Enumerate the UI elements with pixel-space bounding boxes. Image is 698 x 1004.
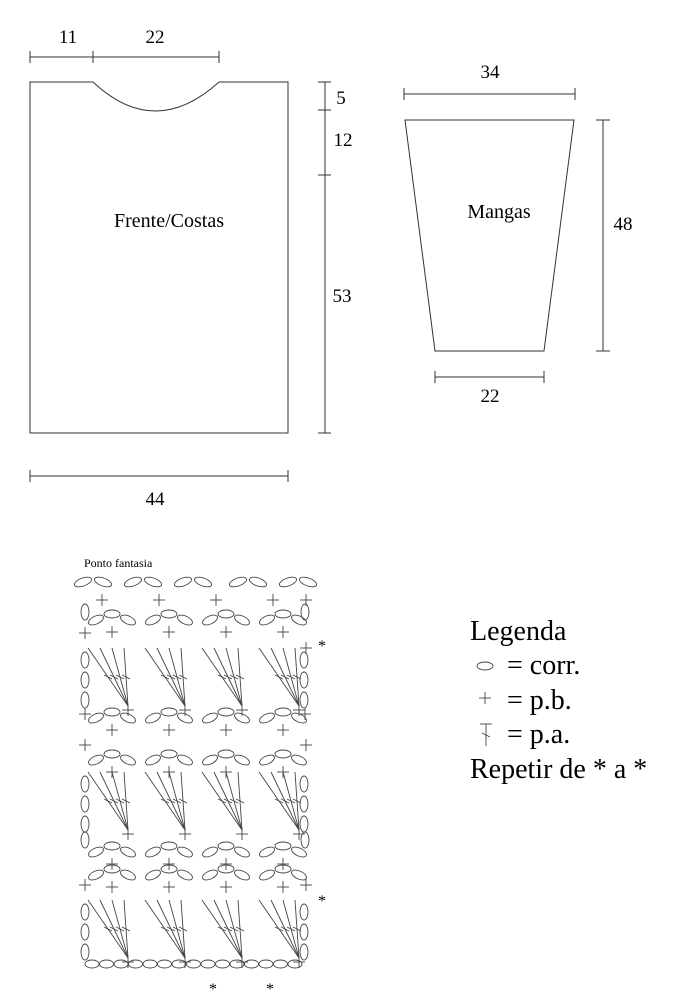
chain-stitch	[233, 845, 251, 859]
dim-sleeve-top: 34	[480, 62, 500, 83]
chain-oval-icon	[477, 662, 493, 670]
chain-stitch	[218, 750, 234, 758]
repeat-marker: *	[209, 981, 217, 998]
chain-stitch	[87, 753, 105, 767]
legend-item-single-crochet: = p.b.	[507, 685, 572, 716]
chain-stitch	[216, 960, 230, 968]
chain-stitch	[161, 708, 177, 716]
chain-stitch	[81, 692, 89, 708]
front-back-outline	[30, 82, 288, 433]
chain-stitch	[119, 868, 137, 882]
chain-stitch	[278, 575, 298, 589]
chain-stitch	[81, 832, 89, 848]
legend-item-chain: = corr.	[507, 650, 581, 681]
chain-stitch	[87, 845, 105, 859]
chart-symbols	[73, 575, 318, 968]
chain-stitch	[129, 960, 143, 968]
chain-stitch	[258, 613, 276, 627]
chain-stitch	[81, 776, 89, 792]
chain-stitch	[104, 610, 120, 618]
chain-stitch	[104, 750, 120, 758]
chain-stitch	[144, 845, 162, 859]
chain-stitch	[258, 753, 276, 767]
chain-stitch	[81, 816, 89, 832]
chain-stitch	[300, 692, 308, 708]
chain-stitch	[87, 711, 105, 725]
dim-armhole: 12	[333, 130, 353, 151]
repeat-marker: *	[318, 638, 326, 655]
chain-stitch	[201, 960, 215, 968]
sleeve-outline	[405, 120, 574, 351]
chain-stitch	[100, 960, 114, 968]
chain-stitch	[275, 842, 291, 850]
legend-repeat-note: Repetir de * a *	[470, 754, 648, 785]
chain-stitch	[201, 868, 219, 882]
chain-stitch	[85, 960, 99, 968]
repeat-marker: *	[318, 893, 326, 910]
chain-stitch	[300, 904, 308, 920]
chain-stitch	[290, 868, 308, 882]
chain-stitch	[172, 960, 186, 968]
chain-stitch	[300, 796, 308, 812]
chain-stitch	[258, 845, 276, 859]
chain-stitch	[218, 708, 234, 716]
chain-stitch	[93, 575, 113, 589]
chain-stitch	[300, 924, 308, 940]
stitch-chart-title: Ponto fantasia	[84, 556, 153, 570]
chain-stitch	[81, 604, 89, 620]
chain-stitch	[218, 842, 234, 850]
single-crochet-icon	[479, 692, 491, 704]
chain-stitch	[119, 613, 137, 627]
legend-title: Legenda	[470, 616, 567, 647]
chain-stitch	[176, 613, 194, 627]
chain-stitch	[187, 960, 201, 968]
chain-stitch	[143, 960, 157, 968]
chain-stitch	[201, 711, 219, 725]
chain-stitch	[290, 845, 308, 859]
chain-stitch	[81, 672, 89, 688]
chain-stitch	[258, 711, 276, 725]
chain-stitch	[228, 575, 248, 589]
chain-stitch	[119, 845, 137, 859]
chain-stitch	[81, 652, 89, 668]
chain-stitch	[173, 575, 193, 589]
chain-stitch	[143, 575, 163, 589]
chain-stitch	[233, 613, 251, 627]
dim-sleeve-length: 48	[613, 214, 633, 235]
chain-stitch	[114, 960, 128, 968]
chain-stitch	[81, 796, 89, 812]
chain-stitch	[193, 575, 213, 589]
chain-stitch	[248, 575, 268, 589]
chain-stitch	[275, 610, 291, 618]
stitch-chart	[73, 556, 326, 998]
front-back-label: Frente/Costas	[114, 210, 224, 232]
dim-neck-width: 22	[145, 27, 165, 48]
chain-stitch	[73, 575, 93, 589]
chain-stitch	[274, 960, 288, 968]
chain-stitch	[161, 750, 177, 758]
chain-stitch	[161, 610, 177, 618]
chain-stitch	[104, 842, 120, 850]
chain-stitch	[300, 944, 308, 960]
chain-stitch	[81, 944, 89, 960]
chain-stitch	[176, 868, 194, 882]
chain-stitch	[104, 708, 120, 716]
chain-stitch	[81, 924, 89, 940]
chain-stitch	[87, 868, 105, 882]
chain-stitch	[176, 753, 194, 767]
chain-stitch	[161, 842, 177, 850]
chain-stitch	[300, 672, 308, 688]
chain-stitch	[201, 845, 219, 859]
chain-stitch	[259, 960, 273, 968]
legend	[470, 616, 647, 785]
chain-stitch	[300, 652, 308, 668]
double-crochet-icon	[480, 724, 492, 746]
chain-stitch	[176, 845, 194, 859]
chain-stitch	[201, 753, 219, 767]
chain-stitch	[144, 753, 162, 767]
chain-stitch	[144, 613, 162, 627]
chain-stitch	[119, 753, 137, 767]
chain-stitch	[233, 868, 251, 882]
repeat-marker: *	[266, 981, 274, 998]
dim-body-length: 53	[332, 286, 352, 307]
sleeve-label: Mangas	[467, 201, 531, 223]
chain-stitch	[233, 753, 251, 767]
chain-stitch	[275, 750, 291, 758]
dim-sleeve-bottom: 22	[480, 386, 500, 407]
front-back-schematic	[30, 27, 353, 510]
dim-width: 44	[145, 489, 165, 510]
chain-stitch	[218, 610, 234, 618]
chain-stitch	[275, 708, 291, 716]
dim-neck-depth: 5	[336, 88, 346, 109]
chain-stitch	[300, 816, 308, 832]
chain-stitch	[288, 960, 302, 968]
chain-stitch	[201, 613, 219, 627]
chain-stitch	[123, 575, 143, 589]
chain-stitch	[300, 776, 308, 792]
dim-shoulder: 11	[58, 27, 78, 48]
chain-stitch	[144, 868, 162, 882]
chain-stitch	[290, 613, 308, 627]
sleeve-schematic	[404, 62, 633, 407]
chain-stitch	[158, 960, 172, 968]
chain-stitch	[258, 868, 276, 882]
chain-stitch	[144, 711, 162, 725]
legend-item-double-crochet: = p.a.	[507, 719, 571, 750]
chain-stitch	[81, 904, 89, 920]
chain-stitch	[245, 960, 259, 968]
chain-stitch	[290, 753, 308, 767]
chain-stitch	[298, 575, 318, 589]
chain-stitch	[87, 613, 105, 627]
